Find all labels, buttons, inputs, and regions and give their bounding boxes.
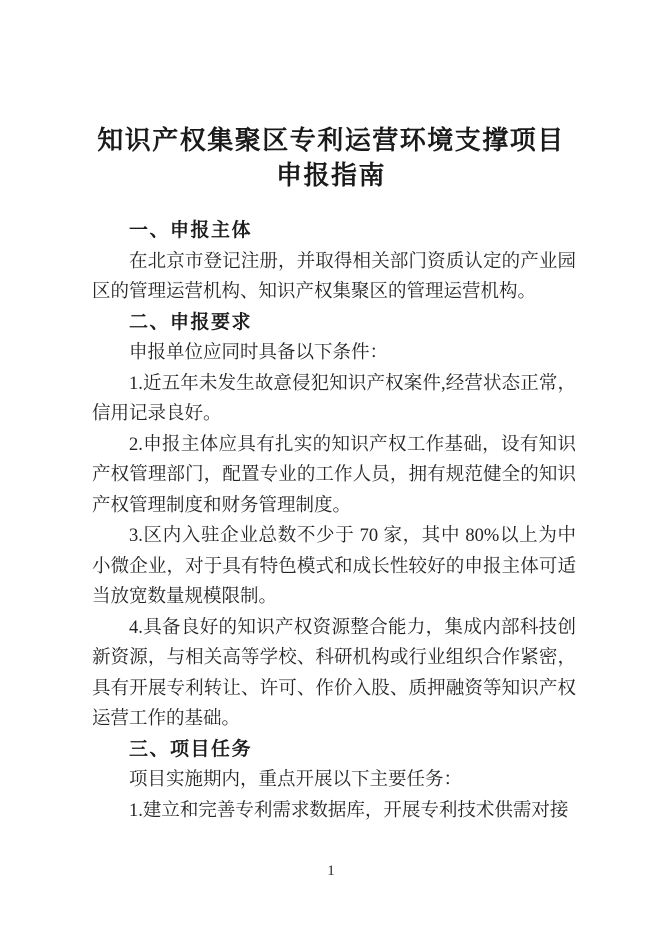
paragraph-application-subject: 在北京市登记注册，并取得相关部门资质认定的产业园区的管理运营机构、知识产权集聚区的管理运营机构。 [92,251,576,302]
paragraph-requirement-1: 1.近五年未发生故意侵犯知识产权案件,经营状态正常，信用记录良好。 [92,373,576,424]
paragraph-requirement-4: 4.具备良好的知识产权资源整合能力，集成内部科技创新资源，与相关高等学校、科研机构或行业组织合作紧密，具有开展专利转让、许可、作价入股、质押融资等知识产权运营工作的基础。 [92,617,576,729]
paragraph-task-1: 1.建立和完善专利需求数据库，开展专利技术供需对接 [129,800,569,821]
document-body [92,216,576,826]
paragraph-tasks-intro: 项目实施期内，重点开展以下主要任务： [129,770,463,790]
paragraph-requirement-2: 2.申报主体应具有扎实的知识产权工作基础，设有知识产权管理部门，配置专业的工作人员，拥有规范健全的知识产权管理制度和财务管理制度。 [92,434,576,516]
document-title-line2: 申报指南 [275,161,386,191]
section-heading-application-subject: 一、申报主体 [129,220,253,241]
paragraph-requirement-3: 3.区内入驻企业总数不少于 70 家，其中 80%以上为中小微企业，对于具有特色模式和成长性较好的申报主体可适当放宽数量规模限制。 [92,526,576,607]
document-title-line1: 知识产权集聚区专利运营环境支撑项目 [97,126,565,156]
paragraph-requirements-intro: 申报单位应同时具备以下条件： [129,343,389,363]
section-heading-project-tasks: 三、项目任务 [129,738,253,760]
section-heading-application-requirements: 二、申报要求 [129,311,253,333]
document-title [0,0,662,194]
page-number: 1 [327,863,335,879]
